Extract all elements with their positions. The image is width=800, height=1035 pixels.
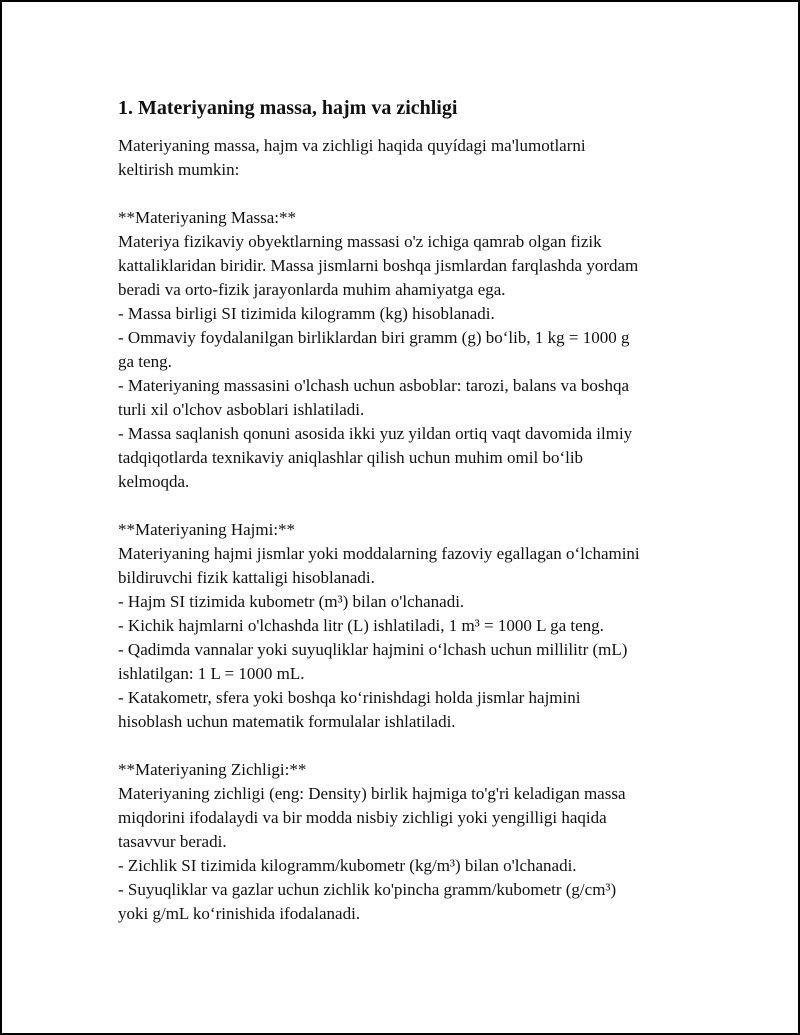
paragraph-gap: [118, 494, 718, 518]
section-line: tasavvur beradi.: [118, 832, 227, 851]
list-item: - Katakometr, sfera yoki boshqa ko‘rinishdagi holda jismlar hajmini: [118, 688, 581, 707]
list-item: - Materiyaning massasini o'lchash uchun asboblar: tarozi, balans va boshqa: [118, 376, 630, 395]
section-line: miqdorini ifodalaydi va bir modda nisbiy zichligi yoki yengilligi haqida: [118, 808, 607, 827]
list-item-continuation: turli xil o'lchov asboblari ishlatiladi.: [118, 400, 365, 419]
section-line: Materiyaning hajmi jismlar yoki moddalarning fazoviy egallagan o‘lchamini: [118, 544, 640, 563]
list-item-continuation: yoki g/mL ko‘rinishida ifodalanadi.: [118, 904, 361, 923]
section-heading: **Materiyaning Hajmi:**: [118, 520, 296, 539]
section-line: bildiruvchi fizik kattaligi hisoblanadi.: [118, 568, 375, 587]
list-item: - Zichlik SI tizimida kilogramm/kubometr (kg/m³) bilan o'lchanadi.: [118, 856, 577, 875]
list-item-continuation: ga teng.: [118, 352, 172, 371]
list-item-continuation: ishlatilgan: 1 L = 1000 mL.: [118, 664, 305, 683]
document-title: 1. Materiyaning massa, hajm va zichligi: [118, 97, 458, 119]
list-item: - Hajm SI tizimida kubometr (m³) bilan o'lchanadi.: [118, 592, 465, 611]
section-line: Materiya fizikaviy obyektlarning massasi o'z ichiga qamrab olgan fizik: [118, 232, 602, 251]
section-volume: [118, 518, 718, 734]
list-item: - Kichik hajmlarni o'lchashda litr (L) ishlatiladi, 1 m³ = 1000 L ga teng.: [118, 616, 604, 635]
section-mass: [118, 206, 718, 494]
section-line: beradi va orto-fizik jarayonlarda muhim ahamiyatga ega.: [118, 280, 506, 299]
list-item-continuation: tadqiqotlarda texnikaviy aniqlashlar qilish uchun muhim omil bo‘lib: [118, 448, 584, 467]
document-content: [118, 94, 718, 926]
list-item-continuation: hisoblash uchun matematik formulalar ishlatiladi.: [118, 712, 456, 731]
section-line: Materiyaning zichligi (eng: Density) birlik hajmiga to'g'ri keladigan massa: [118, 784, 626, 803]
section-density: [118, 758, 718, 926]
list-item: - Qadimda vannalar yoki suyuqliklar hajmini o‘lchash uchun millilitr (mL): [118, 640, 628, 659]
intro-paragraph: [118, 134, 718, 182]
list-item: - Ommaviy foydalanilgan birliklardan biri gramm (g) bo‘lib, 1 kg = 1000 g: [118, 328, 630, 347]
section-line: kattaliklaridan biridir. Massa jismlarni boshqa jismlardan farqlashda yordam: [118, 256, 639, 275]
list-item-continuation: kelmoqda.: [118, 472, 190, 491]
paragraph-gap: [118, 734, 718, 758]
intro-line: keltirish mumkin:: [118, 160, 240, 179]
section-heading: **Materiyaning Massa:**: [118, 208, 296, 227]
list-item: - Massa birligi SI tizimida kilogramm (kg) hisoblanadi.: [118, 304, 495, 323]
list-item: - Suyuqliklar va gazlar uchun zichlik ko'pincha gramm/kubometr (g/cm³): [118, 880, 617, 899]
list-item: - Massa saqlanish qonuni asosida ikki yuz yildan ortiq vaqt davomida ilmiy: [118, 424, 633, 443]
intro-line: Materiyaning massa, hajm va zichligi haqida quyídagi ma'lumotlarni: [118, 136, 586, 155]
paragraph-gap: [118, 182, 718, 206]
section-heading: **Materiyaning Zichligi:**: [118, 760, 307, 779]
